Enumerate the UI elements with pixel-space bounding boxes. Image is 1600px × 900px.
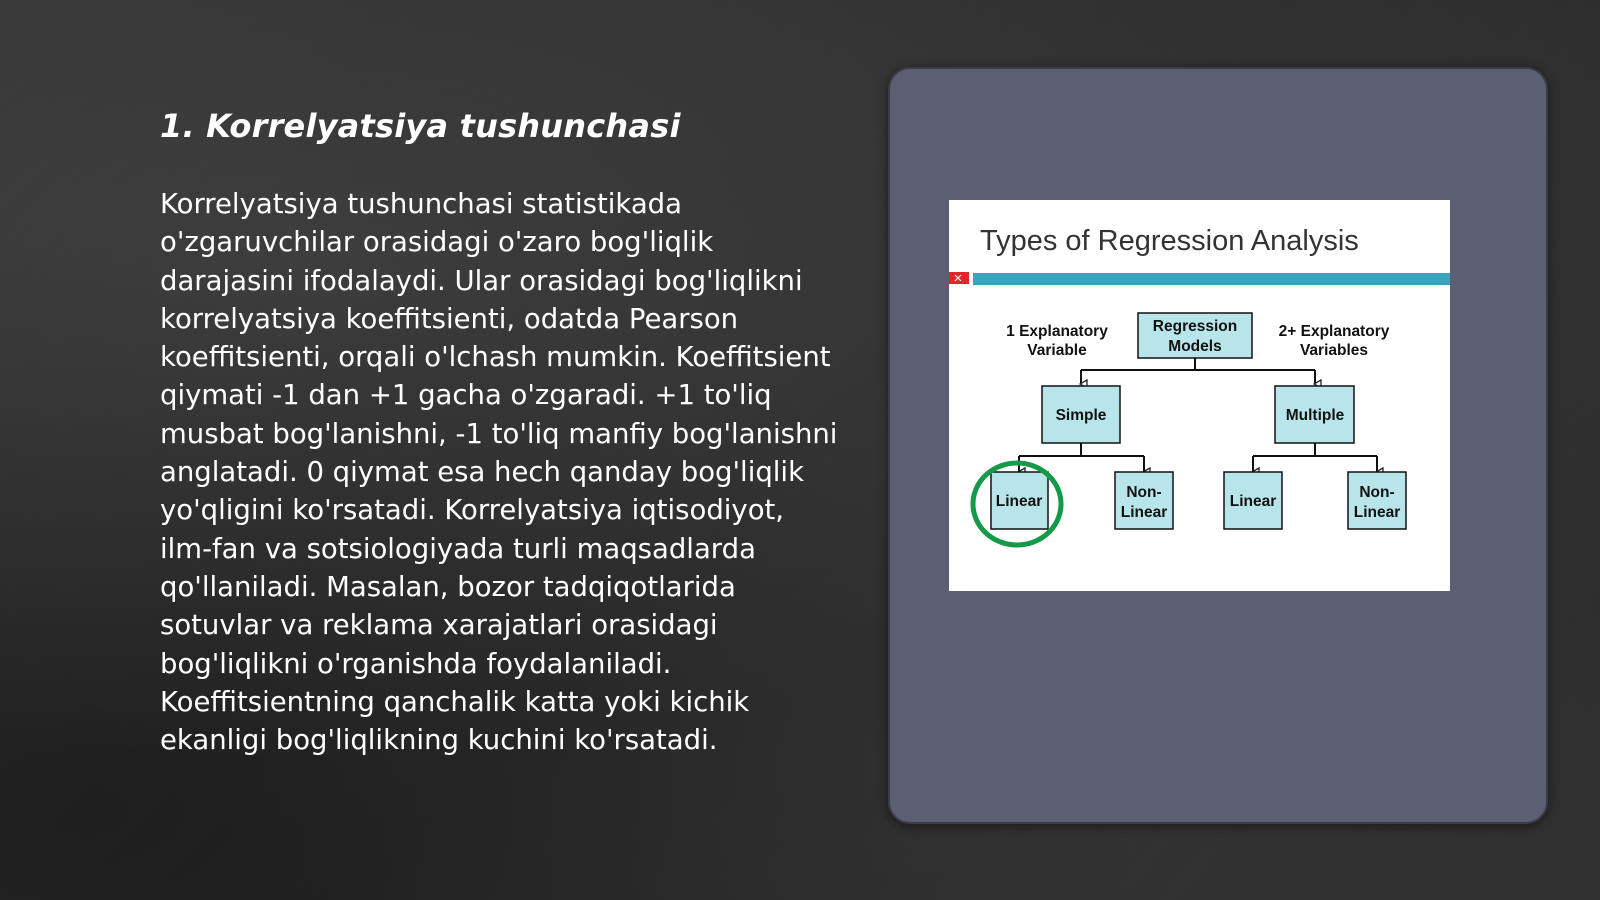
- node-simple-linear: [991, 472, 1048, 529]
- node-multiple: [1275, 386, 1354, 443]
- left-branch-label-line2: Variable: [1027, 342, 1087, 359]
- node-simple-nonlinear-line2: Linear: [1120, 504, 1168, 521]
- regression-types-diagram: [949, 200, 1450, 591]
- node-simple-label: Simple: [1055, 407, 1107, 424]
- node-multiple-linear: [1224, 472, 1282, 529]
- slide-title: 1. Korrelyatsiya tushunchasi: [160, 107, 681, 145]
- right-branch-label-line1: 2+ Explanatory: [1278, 323, 1390, 340]
- node-multiple-nonlinear-line1: Non-: [1359, 484, 1395, 501]
- node-multiple-linear-label: Linear: [1229, 493, 1277, 510]
- node-simple: [1042, 386, 1120, 443]
- diagram-title: Types of Regression Analysis: [980, 225, 1359, 257]
- node-simple-linear-label: Linear: [995, 493, 1043, 510]
- node-multiple-label: Multiple: [1285, 407, 1345, 424]
- node-regression-models-line2: Models: [1168, 338, 1222, 355]
- node-multiple-nonlinear-line2: Linear: [1353, 504, 1401, 521]
- node-multiple-nonlinear: [1348, 472, 1406, 529]
- diagram-title-bar: [973, 273, 1450, 285]
- node-regression-models: [1138, 313, 1252, 358]
- node-simple-nonlinear: [1115, 472, 1173, 529]
- left-branch-label-line1: 1 Explanatory: [1006, 323, 1108, 340]
- node-simple-nonlinear-line1: Non-: [1126, 484, 1162, 501]
- red-marker: [949, 272, 969, 284]
- right-branch-label-line2: Variables: [1299, 342, 1369, 359]
- node-regression-models-line1: Regression: [1152, 318, 1238, 335]
- slide-body-text: Korrelyatsiya tushunchasi statistikada o'zgaruvchilar orasidagi o'zaro bog'liqlik darajasini ifodalaydi. Ular orasidagi bog'liqlikni korrelyatsiya koeffitsienti, odatda Pearson koeffitsienti, orqali o'lchash mumkin. Koeffitsient qiymati -1 dan +1 gacha o'zgaradi. +1 to'liq musbat bog'lanishni, -1 to'liq manfiy bog'lanishni anglatadi. 0 qiymat esa hech qanday bog'liqlik yo'qligini ko'rsatadi. Korrelyatsiya iqtisodiyot, ilm-fan va sotsiologiyada turli maqsadlarda qo'llaniladi. Masalan, bozor tadqiqotlarida sotuvlar va reklama xarajatlari orasidagi bog'liqlikni o'rganishda foydalaniladi. Koeffitsientning qanchalik katta yoki kichik ekanligi bog'liqlikning kuchini ko'rsatadi.: [160, 188, 838, 757]
